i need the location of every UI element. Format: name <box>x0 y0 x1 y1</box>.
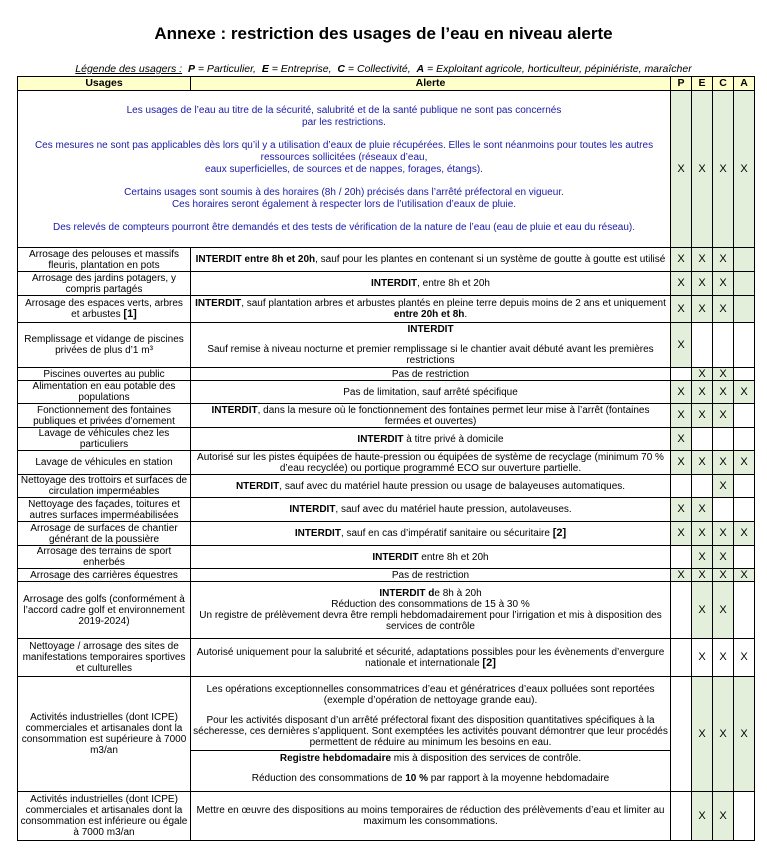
alerte-text-4: Réduction des consommations de <box>251 773 406 784</box>
e-cell: X <box>692 498 713 522</box>
p-cell <box>671 546 692 569</box>
alerte-bold: INTERDIT <box>372 551 419 563</box>
footnote-ref: [1] <box>123 308 137 320</box>
e-cell: X <box>692 272 713 296</box>
alerte-cell <box>191 404 671 428</box>
alerte-text-5: par rapport à la moyenne hebdomadaire <box>427 773 610 784</box>
alerte-text-2: Pour les activités disposant d’un arrêté préfectoral fixant des disposition quantitatives spécifiques à la sécheresse, ces dernières s’appliquent. Sont exemptées les activités pouvant démontrer que leur procédés permettent de réduire au minimum les besoins en eau. <box>193 715 668 748</box>
table-row <box>18 498 755 522</box>
e-cell <box>692 323 713 368</box>
alerte-cell <box>191 323 671 368</box>
alerte-cell <box>191 582 671 639</box>
alerte-bold: INTERDIT <box>294 528 341 539</box>
usage-cell: Remplissage et vidange de piscines privées de plus d’1 m³ <box>18 323 191 368</box>
usage-cell: Activités industrielles (dont ICPE) commerciales et artisanales dont la consommation est supérieure à 7000 m3/an <box>18 677 191 792</box>
header-a: A <box>734 77 755 91</box>
intro-p4: Des relevés de compteurs pourront être demandés et des tests de vérification de la nature de l’eau (eau de pluie et eau du réseau). <box>52 221 636 233</box>
e-cell <box>692 475 713 498</box>
table-row <box>18 569 755 582</box>
c-cell <box>713 428 734 451</box>
c-cell: X <box>713 248 734 272</box>
restriction-table <box>17 76 755 841</box>
a-cell <box>734 546 755 569</box>
alerte-cell <box>191 475 671 498</box>
alerte-text: Sauf remise à niveau nocturne et premier remplissage si le chantier avait débuté avant les premières restrictions <box>207 344 654 366</box>
e-cell: X <box>692 451 713 475</box>
p-cell: X <box>671 498 692 522</box>
e-cell: X <box>692 639 713 677</box>
footnote-ref: [2] <box>482 656 496 669</box>
e-cell: X <box>692 381 713 404</box>
header-usages: Usages <box>18 77 191 91</box>
p-cell: X <box>671 522 692 546</box>
legend-p-key: P <box>187 63 195 75</box>
alerte-cell <box>191 677 671 792</box>
legend <box>0 63 767 75</box>
alerte-bold: INTERDIT d <box>379 588 435 599</box>
table-row <box>18 428 755 451</box>
alerte-cell <box>191 546 671 569</box>
alerte-cell <box>191 272 671 296</box>
alerte-text-2: Réduction des consommations de 15 à 30 % <box>331 599 530 610</box>
a-cell <box>734 582 755 639</box>
alerte-text: , sauf avec du matériel haute pression, autolaveuses. <box>335 504 572 515</box>
table-row <box>18 475 755 498</box>
a-cell: X <box>734 569 755 582</box>
alerte-bold-2: 10 % <box>405 773 428 784</box>
a-cell <box>734 296 755 323</box>
a-cell: X <box>734 381 755 404</box>
p-cell <box>671 677 692 792</box>
alerte-bold: INTERDIT <box>195 298 242 309</box>
alerte-cell <box>191 498 671 522</box>
table-row <box>18 368 755 381</box>
c-cell: X <box>713 677 734 792</box>
alerte-cell <box>191 296 671 323</box>
alerte-cell: Pas de restriction <box>191 368 671 381</box>
p-cell: X <box>671 381 692 404</box>
footnote-ref: [2] <box>552 527 567 539</box>
a-cell: X <box>734 677 755 792</box>
p-cell: X <box>671 272 692 296</box>
p-cell: X <box>671 428 692 451</box>
c-cell: X <box>713 381 734 404</box>
intro-p3: Certains usages sont soumis à des horaires (8h / 20h) précisés dans l’arrêté préfectoral en vigueur. <box>124 186 564 198</box>
usage-cell: Lavage de véhicules en station <box>18 451 191 475</box>
header-row <box>18 77 755 91</box>
alerte-text-2: . <box>464 309 468 320</box>
p-cell: X <box>671 569 692 582</box>
e-cell: X <box>692 582 713 639</box>
usage-cell: Nettoyage des trottoirs et surfaces de circulation imperméables <box>18 475 191 498</box>
alerte-text: , sauf avec du matériel haute pression ou usage de balayeuses automatiques. <box>279 480 626 492</box>
c-cell: X <box>713 522 734 546</box>
alerte-bold: INTERDIT <box>407 324 454 335</box>
c-cell: X <box>713 546 734 569</box>
legend-p-text: = Particulier, <box>194 63 256 75</box>
usage-cell: Nettoyage / arrosage des sites de manifestations temporaires sportives et culturelles <box>18 639 191 677</box>
c-cell <box>713 323 734 368</box>
table-row <box>18 677 755 792</box>
alerte-cell <box>191 522 671 546</box>
alerte-text: Les opérations exceptionnelles consommatrices d’eau et génératrices d’eaux polluées sont reportées (exemple d’opération de nettoyage grande eau). <box>206 684 655 706</box>
e-cell: X <box>692 677 713 792</box>
alerte-text: Autorisé uniquement pour la salubrité et sécurité, adaptations possibles pour les évènements d’envergure nationale et internationale <box>196 646 665 669</box>
usage-text: Arrosage des espaces verts, arbres et arbustes <box>25 298 183 320</box>
intro-text <box>18 91 671 248</box>
usage-cell <box>18 296 191 323</box>
alerte-cell <box>191 428 671 451</box>
usage-cell: Lavage de véhicules chez les particuliers <box>18 428 191 451</box>
intro-a-cell: X <box>734 91 755 248</box>
alerte-bold: INTERDIT <box>289 504 336 515</box>
usage-cell: Arrosage des pelouses et massifs fleuris, plantation en pots <box>18 248 191 272</box>
p-cell <box>671 475 692 498</box>
c-cell: X <box>713 404 734 428</box>
c-cell: X <box>713 272 734 296</box>
e-cell: X <box>692 569 713 582</box>
alerte-text: à titre privé à domicile <box>403 433 504 445</box>
alerte-bold: INTERDIT <box>357 433 404 445</box>
alerte-text: , entre 8h et 20h <box>417 278 490 289</box>
legend-e-key: E <box>261 63 269 75</box>
usage-cell: Arrosage des terrains de sport enherbés <box>18 546 191 569</box>
alerte-text: , dans la mesure où le fonctionnement des fontaines permet leur mise à l’arrêt (fontaines fermées et ouvertes) <box>257 404 650 427</box>
page-title: Annexe : restriction des usages de l’eau en niveau alerte <box>154 24 613 43</box>
intro-p3b: Ces horaires seront également à respecter lors de l’utilisation d’eaux de pluie. <box>171 198 517 210</box>
a-cell <box>734 404 755 428</box>
intro-p2: Ces mesures ne sont pas applicables dès lors qu’il y a utilisation d’eaux de pluie récupérées. Elles le sont néanmoins pour toutes les autres ressources sollicitées (réseaux d’eau, <box>34 139 654 163</box>
intro-c-cell: X <box>713 91 734 248</box>
legend-c-key: C <box>337 63 346 75</box>
alerte-bold: INTERDIT <box>211 404 258 416</box>
table-row <box>18 323 755 368</box>
alerte-text: e 8h à 20h <box>434 588 482 599</box>
p-cell: X <box>671 404 692 428</box>
usage-cell: Arrosage des jardins potagers, y compris partagés <box>18 272 191 296</box>
usage-cell: Arrosage des carrières équestres <box>18 569 191 582</box>
alerte-cell: Pas de restriction <box>191 569 671 582</box>
e-cell <box>692 428 713 451</box>
c-cell: X <box>713 368 734 381</box>
alerte-bold: NTERDIT <box>235 480 280 492</box>
alerte-cell: Mettre en œuvre des dispositions au moins temporaires de réduction des prélèvements d’eau et limiter au maximum les consommations. <box>191 792 671 841</box>
p-cell: X <box>671 451 692 475</box>
intro-p-cell: X <box>671 91 692 248</box>
e-cell: X <box>692 792 713 841</box>
table-row <box>18 582 755 639</box>
table-row <box>18 404 755 428</box>
alerte-text: , sauf pour les plantes en contenant si un système de goutte à goutte est utilisé <box>315 254 666 265</box>
c-cell: X <box>713 451 734 475</box>
a-cell: X <box>734 451 755 475</box>
header-e: E <box>692 77 713 91</box>
table-row <box>18 451 755 475</box>
header-alerte: Alerte <box>191 77 671 91</box>
alerte-bold: INTERDIT <box>371 278 418 289</box>
usage-cell: Arrosage de surfaces de chantier générant de la poussière <box>18 522 191 546</box>
table-row <box>18 272 755 296</box>
usage-cell: Fonctionnement des fontaines publiques et privées d’ornement <box>18 404 191 428</box>
header-p: P <box>671 77 692 91</box>
c-cell: X <box>713 569 734 582</box>
table-row <box>18 248 755 272</box>
a-cell <box>734 248 755 272</box>
p-cell: X <box>671 296 692 323</box>
table-row <box>18 522 755 546</box>
alerte-cell <box>191 248 671 272</box>
intro-p1: Les usages de l’eau au titre de la sécurité, salubrité et de la santé publique ne sont pas concernés <box>126 104 562 116</box>
usage-cell: Nettoyage des façades, toitures et autres surfaces imperméabilisées <box>18 498 191 522</box>
p-cell <box>671 639 692 677</box>
legend-a-text: = Exploitant agricole, horticulteur, pépiniériste, maraîcher <box>424 63 692 75</box>
usage-cell: Alimentation en eau potable des populations <box>18 381 191 404</box>
e-cell: X <box>692 522 713 546</box>
alerte-cell <box>191 639 671 677</box>
alerte-text-3: Un registre de prélèvement devra être rempli hebdomadairement pour l’irrigation et mis à disposition des services de contrôle <box>199 610 662 632</box>
usage-cell: Activités industrielles (dont ICPE) commerciales et artisanales dont la consommation est inférieure ou égale à 7000 m3/an <box>18 792 191 841</box>
intro-e-cell: X <box>692 91 713 248</box>
alerte-bold-2: entre 20h et 8h <box>393 309 465 320</box>
a-cell <box>734 272 755 296</box>
legend-c-text: = Collectivité, <box>345 63 411 75</box>
alerte-bold: Registre hebdomadaire <box>279 753 392 764</box>
alerte-cell: Pas de limitation, sauf arrêté spécifique <box>191 381 671 404</box>
e-cell: X <box>692 368 713 381</box>
table-row <box>18 296 755 323</box>
alerte-text: , sauf plantation arbres et arbustes plantés en pleine terre depuis moins de 2 ans et uniquement <box>241 298 666 309</box>
alerte-text: , sauf en cas d’impératif sanitaire ou sécuritaire <box>340 528 553 539</box>
alerte-text: entre 8h et 20h <box>418 551 489 563</box>
legend-e-text: = Entreprise, <box>268 63 332 75</box>
c-cell <box>713 498 734 522</box>
c-cell: X <box>713 475 734 498</box>
c-cell: X <box>713 296 734 323</box>
header-c: C <box>713 77 734 91</box>
p-cell <box>671 368 692 381</box>
c-cell: X <box>713 792 734 841</box>
legend-a-key: A <box>416 63 425 75</box>
intro-p1b: par les restrictions. <box>302 116 386 128</box>
c-cell: X <box>713 582 734 639</box>
e-cell: X <box>692 546 713 569</box>
p-cell <box>671 582 692 639</box>
alerte-text-3: mis à disposition des services de contrôle. <box>391 753 582 764</box>
p-cell: X <box>671 248 692 272</box>
a-cell <box>734 498 755 522</box>
e-cell: X <box>692 248 713 272</box>
usage-cell: Piscines ouvertes au public <box>18 368 191 381</box>
alerte-cell: Autorisé sur les pistes équipées de haute-pression ou équipées de système de recyclage (minimum 70 % d’eau recyclée) ou portique programmé ECO sur ouverture partielle. <box>191 451 671 475</box>
a-cell <box>734 792 755 841</box>
table-row <box>18 639 755 677</box>
e-cell: X <box>692 404 713 428</box>
a-cell: X <box>734 522 755 546</box>
p-cell: X <box>671 323 692 368</box>
legend-label: Légende des usagers : <box>75 63 183 75</box>
alerte-bold: INTERDIT entre 8h et 20h <box>195 254 316 265</box>
a-cell: X <box>734 639 755 677</box>
usage-cell: Arrosage des golfs (conformément à l’accord cadre golf et environnement 2019-2024) <box>18 582 191 639</box>
table-row <box>18 381 755 404</box>
a-cell <box>734 368 755 381</box>
a-cell <box>734 323 755 368</box>
a-cell <box>734 475 755 498</box>
c-cell: X <box>713 639 734 677</box>
e-cell: X <box>692 296 713 323</box>
p-cell <box>671 792 692 841</box>
intro-p2b: eaux superficielles, de sources et de nappes, forages, étangs). <box>205 163 483 175</box>
table-row <box>18 546 755 569</box>
table-row <box>18 792 755 841</box>
a-cell <box>734 428 755 451</box>
intro-row <box>18 91 755 248</box>
